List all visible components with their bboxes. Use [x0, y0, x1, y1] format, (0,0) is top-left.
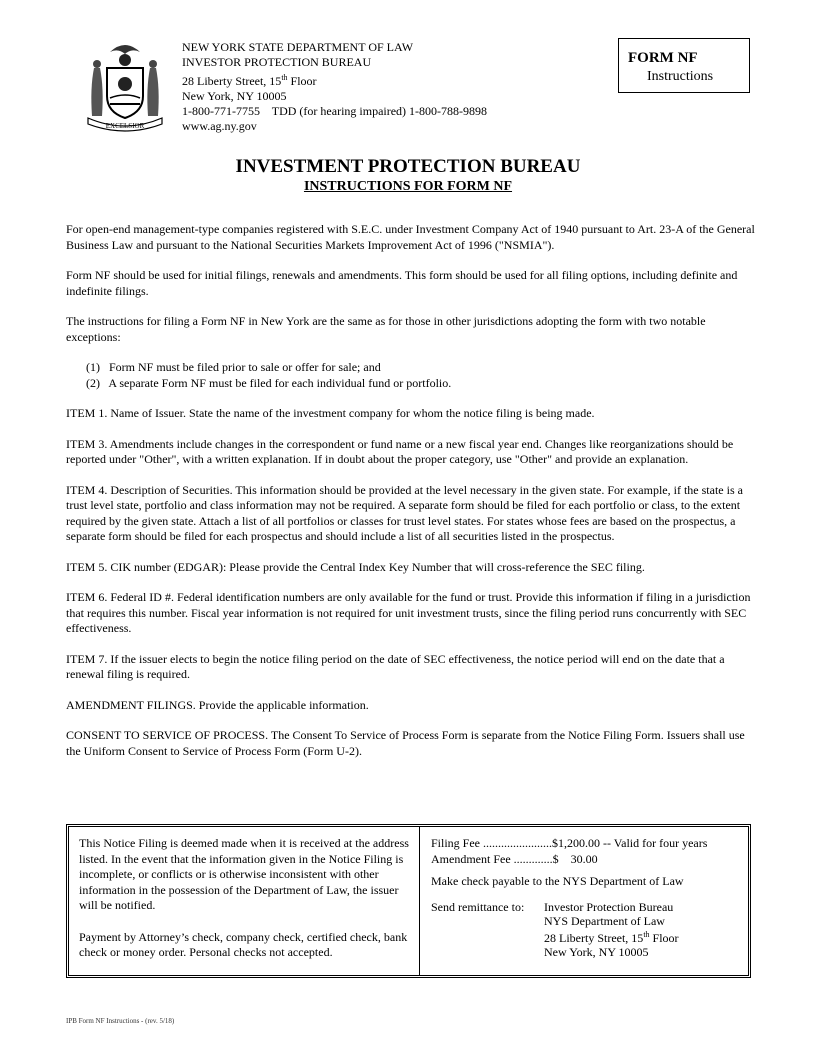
remit-line: NYS Department of Law	[544, 913, 665, 928]
payable-to: Make check payable to the NYS Department of Law	[431, 874, 684, 888]
phone-numbers: 1-800-771-7755 TDD (for hearing impaired) 1-800-788-9898	[182, 104, 488, 118]
amendment-filings: AMENDMENT FILINGS. Provide the applicable information.	[66, 697, 369, 712]
notice-filing-text: This Notice Filing is deemed made when it is received at the address listed. In the event that the information given in the Notice Filing is incomplete, or conflicts or is otherwise inconsistent with other information in the possession of the Department of Law, the issuer will be notified.	[79, 836, 409, 912]
remit-address	[544, 900, 679, 959]
item-1: ITEM 1. Name of Issuer. State the name of the investment company for whom the notice filing is being made.	[66, 406, 595, 420]
city-address: New York, NY 10005	[182, 89, 287, 103]
filing-info-box	[66, 824, 751, 978]
exceptions-intro: The instructions for filing a Form NF in New York are the same as for those in other jurisdictions adopting the form with two notable exceptions:	[66, 314, 706, 344]
remittance-block	[431, 900, 740, 960]
filing-fee: Filing Fee .......................$1,200.00 -- Valid for four years	[431, 836, 708, 850]
page-subtitle: INSTRUCTIONS FOR FORM NF	[303, 179, 513, 194]
footer-revision: IPB Form NF Instructions - (rev. 5/18)	[66, 1017, 175, 1025]
agency-header	[182, 40, 487, 134]
exception-item: (1) Form NF must be filed prior to sale or offer for sale; and	[86, 360, 381, 374]
street-address: 28 Liberty Street, 15th Floor	[182, 73, 317, 88]
consent-service: CONSENT TO SERVICE OF PROCESS. The Consent To Service of Process Form is separate from the Notice Filing Form. Issuers shall use the Uniform Consent to Service of Process Form (Form U-2).	[66, 728, 745, 758]
exceptions-list	[66, 360, 756, 391]
usage-paragraph: Form NF should be used for initial filings, renewals and amendments. This form should be used for all filing options, including definite and indefinite filings.	[66, 268, 738, 298]
fees-column	[423, 827, 748, 984]
intro-paragraph: For open-end management-type companies registered with S.E.C. under Investment Company Act of 1940 pursuant to Art. 23-A of the General Business Law and pursuant to the National Securities Markets Improvement Act of 1996 ("NSMIA").	[66, 222, 755, 252]
form-subtitle: Instructions	[647, 69, 714, 84]
item-3: ITEM 3. Amendments include changes in the correspondent or fund name or a new fiscal year end. Changes like reorganizations should be reported under "Other", with a written explanation. If in doubt about the proper category, use "Other" and provide an explanation.	[66, 436, 734, 466]
page-title: INVESTMENT PROTECTION BUREAU	[235, 156, 581, 177]
website-link[interactable]: www.ag.ny.gov	[182, 119, 257, 133]
remit-line: 28 Liberty Street, 15th Floor	[544, 929, 679, 945]
item-5: ITEM 5. CIK number (EDGAR): Please provide the Central Index Key Number that will cross-reference the SEC filing.	[66, 559, 645, 574]
filing-notes-column	[69, 827, 420, 975]
payment-methods-text: Payment by Attorney’s check, company check, certified check, bank check or money order. Personal checks not accepted.	[79, 929, 408, 959]
form-title: FORM NF	[628, 50, 698, 66]
instructions-body	[66, 222, 756, 774]
item-6: ITEM 6. Federal ID #. Federal identification numbers are only available for the fund or trust. Provide this information if filing in a jurisdiction that requires this number. Fiscal year information is not required for unit investment trusts, since the filing period runs concurrently with SEC effectiveness.	[66, 590, 751, 635]
amendment-fee: Amendment Fee .............$ 30.00	[431, 851, 598, 866]
agency-name: NEW YORK STATE DEPARTMENT OF LAW	[182, 40, 414, 54]
remit-line: New York, NY 10005	[544, 944, 649, 959]
remit-line: Investor Protection Bureau	[544, 899, 674, 914]
remit-label: Send remittance to:	[431, 899, 525, 914]
exception-item: (2) A separate Form NF must be filed for each individual fund or portfolio.	[86, 375, 452, 390]
nys-seal-emblem	[80, 38, 170, 132]
form-label-box	[618, 38, 750, 93]
item-7: ITEM 7. If the issuer elects to begin the notice filing period on the date of SEC effectiveness, the notice period will end on the date that a renewal filing is required.	[66, 651, 725, 681]
item-4: ITEM 4. Description of Securities. This information should be provided at the level necessary in the given state. For example, if the state is a trust level state, portfolio and class information may not be required. A separate form should be filed for each portfolio or class, to the extent required by the given state. Attach a list of all portfolios or classes for trust level states. For states whose fees are based on the prospectus, a separate form should be filed for each prospectus and should include a list of all securities listed in the prospectus.	[66, 482, 743, 543]
seal-motto: EXCELSIOR	[105, 122, 145, 130]
bureau-name: INVESTOR PROTECTION BUREAU	[182, 55, 372, 69]
